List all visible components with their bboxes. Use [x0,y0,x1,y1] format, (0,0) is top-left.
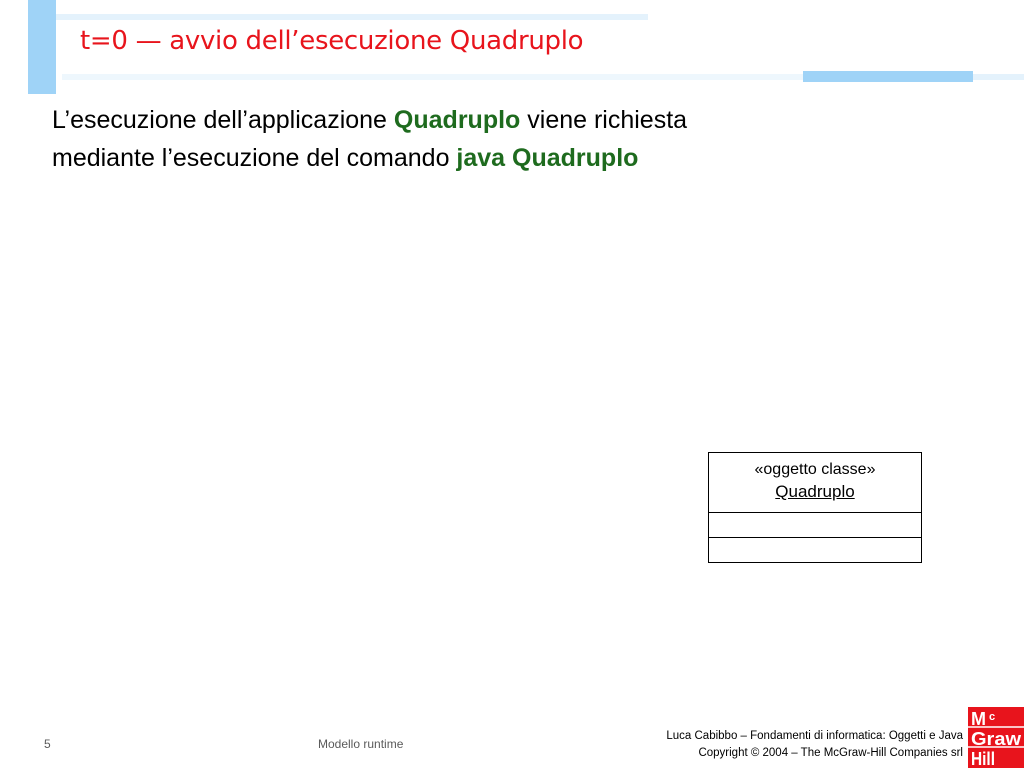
body-line2-prefix: mediante l’esecuzione del comando [52,144,457,172]
slide-title: t=0 — avvio dell’esecuzione Quadruplo [80,26,584,56]
mcgraw-hill-logo [968,707,1024,768]
svg-text:Graw: Graw [971,729,1023,749]
svg-text:Hill: Hill [971,749,995,768]
body-line1-prefix: L’esecuzione dell’applicazione [52,106,394,134]
svg-text:M: M [971,709,986,729]
uml-operations-section [709,538,921,562]
decorative-middle-line [62,74,803,80]
decorative-right-bar [803,71,973,82]
body-keyword-quadruplo: Quadruplo [393,106,521,134]
uml-object-header [709,453,921,513]
footer-credit-line2: Copyright © 2004 – The McGraw-Hill Companies srl [698,747,963,759]
mcgraw-hill-logo-mark [968,707,1024,768]
footer-page-number: 5 [44,737,51,751]
decorative-vertical-bar [28,0,56,94]
body-keyword-command: java Quadruplo [456,144,639,172]
uml-stereotype: «oggetto classe» [754,461,876,478]
uml-object-box [708,452,922,563]
body-line1-suffix: viene richiesta [520,106,688,134]
uml-object-name: Quadruplo [775,482,855,501]
svg-text:c: c [989,711,996,723]
footer-credits [666,728,963,762]
footer-credit-line1: Luca Cabibbo – Fondamenti di informatica: Oggetti e Java [666,730,963,742]
footer-section-title: Modello runtime [318,737,404,751]
slide-body-text [52,101,882,177]
decorative-right-line [973,74,1024,80]
decorative-top-line [56,14,648,20]
uml-attributes-section [709,513,921,538]
